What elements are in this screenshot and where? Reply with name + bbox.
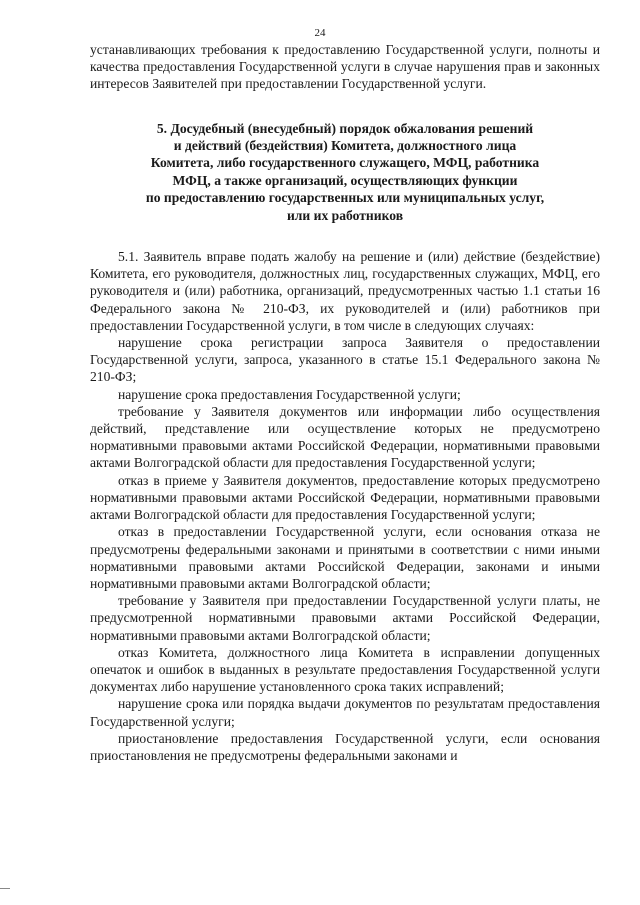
heading-line: 5. Досудебный (внесудебный) порядок обжалования решений (156, 120, 534, 136)
list-item: нарушение срока регистрации запроса Заявителя о предоставлении Государственной услуги, запроса, указанного в статье 15.1 Федерального закона № 210-ФЗ; (90, 335, 600, 385)
list-item: нарушение срока предоставления Государственной услуги; (118, 386, 461, 402)
list-item: требование у Заявителя при предоставлении Государственной услуги платы, не предусмотренной нормативными правовыми актами Российской Федерации, нормативными правовыми актами Волгоградской области; (90, 593, 600, 643)
list-item: отказ Комитета, должностного лица Комитета в исправлении допущенных опечаток и ошибок в выданных в результате предоставления Государственной услуги документах либо нарушение установленного срока таких исправлений; (90, 644, 600, 695)
document-body (90, 41, 600, 764)
list-item: нарушение срока или порядка выдачи документов по результатам предоставления Государственной услуги; (90, 696, 600, 729)
paragraph-5-1: 5.1. Заявитель вправе подать жалобу на решение и (или) действие (бездействие) Комитета, его руководителя, должностных лиц, государственных служащих, МФЦ, его руководителя и (или) работника, организаций, предусмотренных частью 1.1 статьи 16 Федерального закона № 210-ФЗ, их руководителей и (или) работников при предоставлении Государственной услуги, в том числе в следующих случаях: (90, 249, 600, 333)
list-item: приостановление предоставления Государственной услуги, если основания приостановления не предусмотрены федеральными законами и (90, 730, 600, 763)
heading-line: или их работников (286, 207, 404, 223)
scan-edge-mark (0, 888, 10, 889)
list-item: требование у Заявителя документов или информации либо осуществления действий, представление или осуществление которых не предусмотрено нормативными правовыми актами Российской Федерации, нормативными правовыми актами Волгоградской области для предоставления Государственной услуги; (90, 403, 600, 471)
heading-line: по предоставлению государственных или муниципальных услуг, (145, 190, 545, 206)
heading-line: МФЦ, а также организаций, осуществляющих функции (172, 172, 518, 188)
section-heading (90, 120, 600, 224)
list-item: отказ в предоставлении Государственной услуги, если основания отказа не предусмотрены федеральными законами и принятыми в соответствии с ними иными нормативными правовыми актами Российской Федерации, законами и иными нормативными правовыми актами Волгоградской области; (90, 524, 600, 591)
intro-paragraph: устанавливающих требования к предоставлению Государственной услуги, полноты и качества предоставления Государственной услуги в случае нарушения прав и законных интересов Заявителей при предоставлении Государственной услуги. (90, 42, 600, 92)
heading-line: Комитета, либо государственного служащего, МФЦ, работника (150, 155, 540, 171)
heading-line: и действий (бездействия) Комитета, должностного лица (173, 138, 517, 154)
list-item: отказ в приеме у Заявителя документов, предоставление которых предусмотрено нормативными правовыми актами Российской Федерации, нормативными правовыми актами Волгоградской области для предоставления Государственной услуги; (90, 472, 600, 523)
page-number: 24 (314, 27, 326, 39)
